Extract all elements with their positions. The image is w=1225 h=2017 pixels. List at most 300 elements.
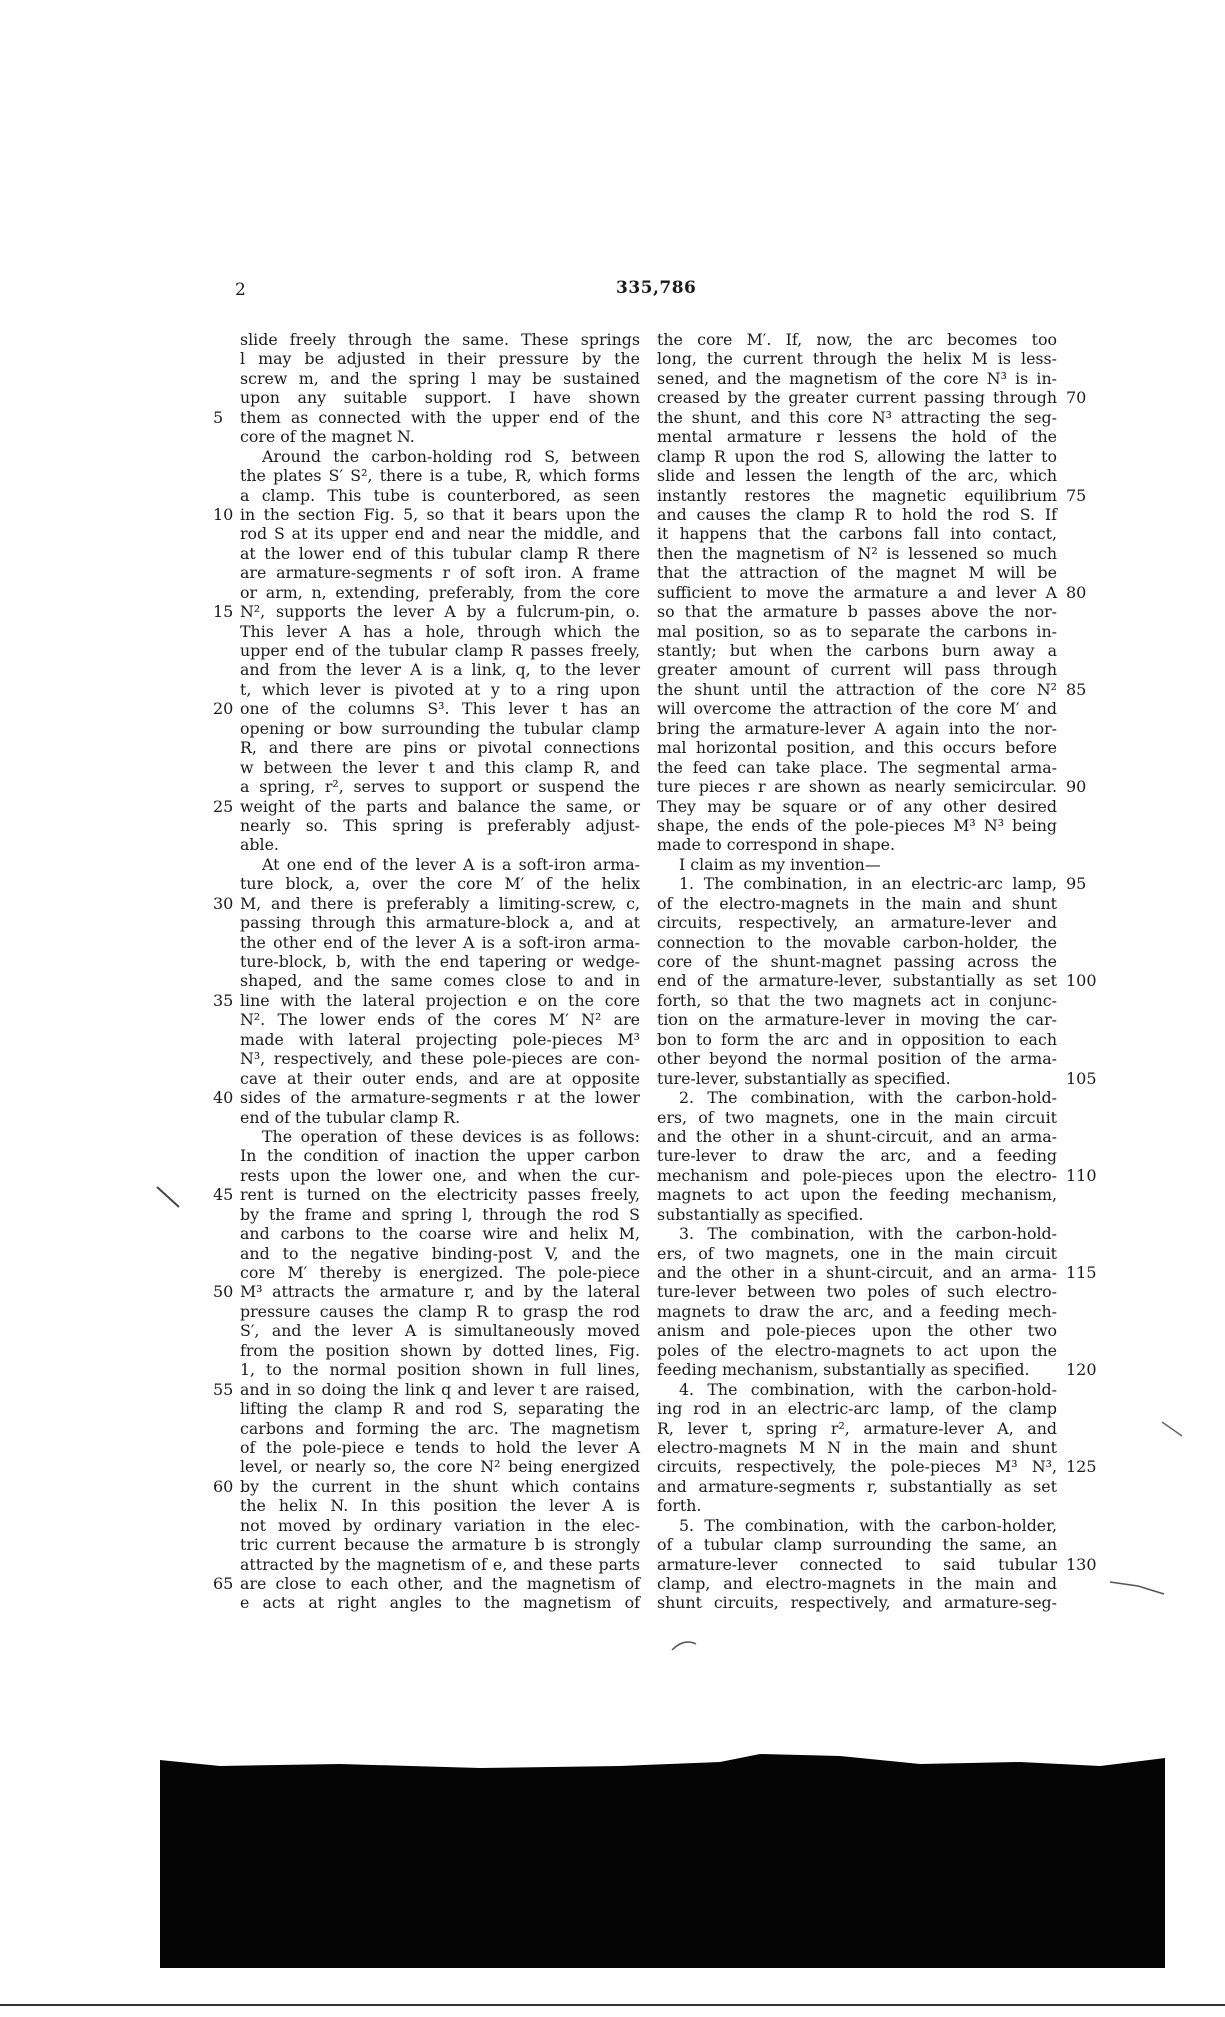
left-column-line-text: e acts at right angles to the magnetism of xyxy=(240,1593,640,1613)
left-column-line-text: the plates S′ S², there is a tube, R, which forms xyxy=(240,466,640,486)
right-column-line xyxy=(657,369,1057,388)
line-number: 60 xyxy=(213,1476,234,1496)
right-column-line-text: of a tubular clamp surrounding the same, an xyxy=(657,1535,1057,1555)
right-column-line-text: and causes the clamp R to hold the rod S. If xyxy=(657,504,1057,524)
left-column-line-text: At one end of the lever A is a soft-iron arma- xyxy=(262,854,640,874)
right-column-line-text: magnets to act upon the feeding mechanism, xyxy=(657,1185,1057,1205)
right-column-line xyxy=(657,1321,1057,1340)
line-number: 115 xyxy=(1066,1263,1097,1282)
right-column-line xyxy=(657,874,1087,894)
left-column-line xyxy=(240,777,640,796)
left-column-line xyxy=(240,388,640,407)
right-column-line xyxy=(657,1341,1057,1360)
right-column-line-text: R, lever t, spring r², armature-lever A, and xyxy=(657,1418,1057,1438)
left-column-line xyxy=(240,1419,640,1438)
right-column-line-text: 3. The combination, with the carbon-hold- xyxy=(679,1224,1057,1244)
scan-mark-right-1 xyxy=(1160,1420,1186,1440)
right-column-line-text: the core M′. If, now, the arc becomes too xyxy=(657,330,1057,349)
right-column-line xyxy=(657,622,1057,641)
right-column-line xyxy=(657,1205,1057,1224)
left-column-line-text: rod S at its upper end and near the middle, and xyxy=(240,524,640,544)
left-column-line-text: l may be adjusted in their pressure by the xyxy=(240,349,640,369)
left-column-line xyxy=(240,466,640,485)
right-column-line-text: ers, of two magnets, one in the main circuit xyxy=(657,1243,1057,1263)
right-column-line xyxy=(657,1457,1097,1477)
left-column-line-text: one of the columns S³. This lever t has an xyxy=(240,699,640,719)
left-column-line-text: core of the magnet N. xyxy=(240,427,415,447)
right-column-line-text: armature-lever connected to said tubular xyxy=(657,1554,1057,1574)
line-number: 5 xyxy=(213,407,224,427)
right-column-line xyxy=(657,1127,1057,1146)
right-column-line-text: bring the armature-lever A again into the nor- xyxy=(657,718,1057,738)
right-column-line xyxy=(657,855,1057,874)
right-column-line-text: clamp R upon the rod S, allowing the latter to xyxy=(657,446,1057,466)
left-column-line-text: weight of the parts and balance the same, or xyxy=(240,796,640,816)
right-column-line-text: mal horizontal position, and this occurs before xyxy=(657,738,1057,758)
right-column-line-text: ture pieces r are shown as nearly semicircular. xyxy=(657,777,1057,797)
right-column-line xyxy=(657,1593,1057,1612)
left-column-line xyxy=(240,913,640,932)
left-column-line xyxy=(240,1205,640,1224)
left-column-line-text: from the position shown by dotted lines, Fig. xyxy=(240,1340,640,1360)
left-column-line-text: shaped, and the same comes close to and in xyxy=(240,971,640,991)
line-number: 20 xyxy=(213,699,234,719)
left-column-line-text: made with lateral projecting pole-pieces M³ xyxy=(240,1029,640,1049)
left-column-line xyxy=(213,1476,640,1496)
left-column-line-text: slide freely through the same. These springs xyxy=(240,330,640,349)
right-column-line xyxy=(657,1554,1097,1574)
left-column-line-text: not moved by ordinary variation in the elec- xyxy=(240,1515,640,1535)
page-number: 2 xyxy=(235,280,246,300)
left-column-line-text: lifting the clamp R and rod S, separating the xyxy=(240,1399,640,1419)
right-column-line xyxy=(657,524,1057,543)
right-column-line xyxy=(657,1516,1057,1535)
left-column-line xyxy=(240,1069,640,1088)
right-column-line-text: sened, and the magnetism of the core N³ is in- xyxy=(657,368,1057,388)
line-number: 90 xyxy=(1066,777,1087,797)
left-column-line-text: pressure causes the clamp R to grasp the rod xyxy=(240,1301,640,1321)
line-number: 70 xyxy=(1066,388,1087,408)
right-column-line-text: sufficient to move the armature a and lever A xyxy=(657,582,1057,602)
left-column-line xyxy=(240,563,640,582)
left-column-line-text: by the frame and spring l, through the rod S xyxy=(240,1204,640,1224)
right-column-line xyxy=(657,1244,1057,1263)
left-column-line xyxy=(240,369,640,388)
right-column-line-text: mechanism and pole-pieces upon the electro- xyxy=(657,1165,1057,1185)
right-column-line xyxy=(657,719,1057,738)
left-column-line-text: opening or bow surrounding the tubular clamp xyxy=(240,718,640,738)
left-column-line xyxy=(240,447,640,466)
right-column-line-text: then the magnetism of N² is lessened so much xyxy=(657,543,1057,563)
right-column-line-text: long, the current through the helix M is less- xyxy=(657,349,1057,369)
left-column-line xyxy=(213,796,640,816)
left-column-line-text: Around the carbon-holding rod S, between xyxy=(262,446,640,466)
left-column-line-text: a spring, r², serves to support or suspend the xyxy=(240,777,640,797)
left-column-line xyxy=(240,874,640,893)
left-column-line-text: This lever A has a hole, through which the xyxy=(240,621,640,641)
right-column-line xyxy=(657,835,1057,854)
right-column-line xyxy=(657,1010,1057,1029)
left-column-line-text: M, and there is preferably a limiting-screw, c, xyxy=(240,893,640,913)
right-column-line xyxy=(657,1399,1057,1418)
left-column-line-text: upper end of the tubular clamp R passes freely, xyxy=(240,641,640,660)
line-number: 15 xyxy=(213,602,234,622)
right-column-line xyxy=(657,971,1097,991)
left-column-line xyxy=(240,1457,640,1476)
left-column-line xyxy=(213,699,640,719)
right-column-line-text: will overcome the attraction of the core M′ and xyxy=(657,699,1057,719)
right-column-line-text: the shunt, and this core N³ attracting the seg- xyxy=(657,407,1057,427)
left-column-line-text: or arm, n, extending, preferably, from the core xyxy=(240,582,640,602)
left-column-line-text: them as connected with the upper end of the xyxy=(240,407,640,427)
line-number: 50 xyxy=(213,1282,234,1302)
right-column-line xyxy=(657,408,1057,427)
right-column-line-text: electro-magnets M N in the main and shunt xyxy=(657,1437,1057,1457)
right-column-line xyxy=(657,641,1057,660)
right-column-line-text: greater amount of current will pass through xyxy=(657,660,1057,680)
right-column xyxy=(657,330,1097,1613)
left-column-line xyxy=(240,1146,640,1165)
right-column-line-text: They may be square or of any other desired xyxy=(657,796,1057,816)
right-column-line xyxy=(657,816,1057,835)
left-column-line xyxy=(240,1302,640,1321)
right-column-line-text: magnets to draw the arc, and a feeding mech- xyxy=(657,1301,1057,1321)
right-column-line xyxy=(657,933,1057,952)
left-column-line xyxy=(240,544,640,563)
right-column-line xyxy=(657,1477,1057,1496)
right-column-line xyxy=(657,1224,1057,1243)
right-column-line-text: shunt circuits, respectively, and armature-seg- xyxy=(657,1593,1057,1613)
left-column-line-text: M³ attracts the armature r, and by the lateral xyxy=(240,1282,640,1302)
left-column-line xyxy=(213,893,640,913)
left-column-line xyxy=(213,1282,640,1302)
left-column-line xyxy=(240,1224,640,1243)
right-column-line-text: 5. The combination, with the carbon-holder, xyxy=(679,1515,1057,1535)
right-column-line xyxy=(657,349,1057,368)
right-column-line xyxy=(657,1574,1057,1593)
left-column-line xyxy=(240,1030,640,1049)
left-column-line xyxy=(240,1399,640,1418)
line-number: 100 xyxy=(1066,971,1097,991)
line-number: 30 xyxy=(213,893,234,913)
right-column-line xyxy=(657,777,1087,797)
right-column-line-text: so that the armature b passes above the nor- xyxy=(657,602,1057,622)
right-column-line xyxy=(657,602,1057,621)
left-column-line xyxy=(240,1555,640,1574)
right-column-line-text: mal position, so as to separate the carbons in- xyxy=(657,621,1057,641)
left-column-line-text: and in so doing the link q and lever t are raised, xyxy=(240,1379,640,1399)
left-column-line xyxy=(240,738,640,757)
left-column-line-text: line with the lateral projection e on the core xyxy=(240,990,640,1010)
left-column-line-text: and from the lever A is a link, q, to the lever xyxy=(240,660,640,680)
right-column-line-text: slide and lessen the length of the arc, which xyxy=(657,466,1057,486)
left-column-line xyxy=(240,1010,640,1029)
line-number: 120 xyxy=(1066,1360,1097,1380)
right-column-line xyxy=(657,758,1057,777)
left-column-line xyxy=(213,1379,640,1399)
right-column-line-text: 1. The combination, in an electric-arc lamp, xyxy=(679,874,1057,894)
right-column-line-text: and armature-segments r, substantially as set xyxy=(657,1476,1057,1496)
line-number: 130 xyxy=(1066,1554,1097,1574)
left-column-line xyxy=(240,641,640,660)
left-column-line xyxy=(240,758,640,777)
right-column-line xyxy=(657,1165,1097,1185)
left-column-line xyxy=(213,1088,640,1108)
right-column-line-text: feeding mechanism, substantially as specified. xyxy=(657,1360,1030,1380)
left-column-line xyxy=(240,1593,640,1612)
right-column-line-text: forth. xyxy=(657,1496,702,1516)
right-column-line-text: shape, the ends of the pole-pieces M³ N³ being xyxy=(657,815,1057,835)
scan-bottom-line xyxy=(0,2004,1225,2006)
left-column-line-text: tric current because the armature b is strongly xyxy=(240,1535,640,1555)
left-column-line-text: and carbons to the coarse wire and helix M, xyxy=(240,1224,640,1244)
right-column-line-text: connection to the movable carbon-holder, the xyxy=(657,932,1057,952)
line-number: 35 xyxy=(213,990,234,1010)
left-column-line-text: cave at their outer ends, and are at opposite xyxy=(240,1068,640,1088)
left-column-line-text: N³, respectively, and these pole-pieces are con- xyxy=(240,1049,640,1069)
right-column-line-text: anism and pole-pieces upon the other two xyxy=(657,1321,1057,1341)
left-column-line-text: at the lower end of this tubular clamp R there xyxy=(240,543,640,563)
left-column-line xyxy=(240,816,640,835)
left-column-line-text: carbons and forming the arc. The magnetism xyxy=(240,1418,640,1438)
right-column-line-text: the shunt until the attraction of the core N² xyxy=(657,679,1057,699)
right-column-line-text: it happens that the carbons fall into contact, xyxy=(657,524,1057,544)
left-column-line-text: upon any suitable support. I have shown xyxy=(240,388,640,408)
left-column-line-text: S′, and the lever A is simultaneously moved xyxy=(240,1321,640,1341)
left-column-line-text: are armature-segments r of soft iron. A frame xyxy=(240,563,640,583)
left-column-line xyxy=(213,1574,640,1593)
left-column-line-text: and to the negative binding-post V, and the xyxy=(240,1243,640,1263)
right-column-line-text: tion on the armature-lever in moving the car- xyxy=(657,1010,1057,1030)
left-column-line xyxy=(240,1438,640,1457)
right-column-line xyxy=(657,1302,1057,1321)
line-number: 105 xyxy=(1066,1068,1097,1088)
right-column-line-text: 4. The combination, with the carbon-hold- xyxy=(679,1379,1057,1399)
right-column-line-text: made to correspond in shape. xyxy=(657,835,896,855)
right-column-line xyxy=(657,330,1057,349)
left-column-line xyxy=(240,660,640,679)
left-column-line-text: are close to each other, and the magnetism of xyxy=(240,1574,640,1593)
left-column-line xyxy=(240,1244,640,1263)
right-column-line xyxy=(657,447,1057,466)
right-column-line xyxy=(657,544,1057,563)
right-column-line-text: circuits, respectively, an armature-lever and xyxy=(657,913,1057,933)
right-column-line xyxy=(657,1263,1097,1282)
line-number: 65 xyxy=(213,1574,234,1593)
left-column-line-text: ture block, a, over the core M′ of the helix xyxy=(240,874,640,894)
left-column-line-text: by the current in the shunt which contains xyxy=(240,1476,640,1496)
right-column-line xyxy=(657,738,1057,757)
right-column-line-text: of the electro-magnets in the main and shunt xyxy=(657,893,1057,913)
left-column-line-text: N², supports the lever A by a fulcrum-pin, o. xyxy=(240,602,640,622)
left-column-line-text: screw m, and the spring l may be sustained xyxy=(240,368,640,388)
right-column-line xyxy=(657,894,1057,913)
right-column-line xyxy=(657,1360,1097,1380)
left-column-line xyxy=(240,1321,640,1340)
line-number: 110 xyxy=(1066,1165,1097,1185)
left-column-line xyxy=(240,486,640,505)
right-column-line-text: mental armature r lessens the hold of the xyxy=(657,427,1057,447)
left-column-line xyxy=(213,407,640,427)
right-column-line xyxy=(657,466,1057,485)
line-number: 75 xyxy=(1066,485,1087,505)
right-column-line xyxy=(657,952,1057,971)
right-column-line xyxy=(657,1380,1057,1399)
right-column-line xyxy=(657,1535,1057,1554)
right-column-line-text: and the other in a shunt-circuit, and an arma- xyxy=(657,1126,1057,1146)
right-column-line-text: ture-lever, substantially as specified. xyxy=(657,1068,951,1088)
right-column-line-text: I claim as my invention— xyxy=(679,854,881,874)
left-column-line xyxy=(240,1496,640,1515)
left-column-line-text: w between the lever t and this clamp R, and xyxy=(240,757,640,777)
left-column-line xyxy=(240,1166,640,1185)
left-column-line-text: of the pole-piece e tends to hold the lever A xyxy=(240,1437,640,1457)
left-column-line xyxy=(240,427,640,446)
right-column-line xyxy=(657,1496,1057,1515)
right-column-line xyxy=(657,1068,1097,1088)
left-column-line-text: in the section Fig. 5, so that it bears upon the xyxy=(240,504,640,524)
right-column-line-text: ture-lever between two poles of such electro- xyxy=(657,1282,1057,1302)
patent-number: 335,786 xyxy=(616,278,697,298)
left-column-line xyxy=(240,1341,640,1360)
left-column-line xyxy=(240,349,640,368)
left-column-line xyxy=(240,1108,640,1127)
left-column xyxy=(213,330,640,1613)
right-column-line xyxy=(657,1049,1057,1068)
left-column-line xyxy=(240,835,640,854)
line-number: 85 xyxy=(1066,679,1087,699)
right-column-line-text: other beyond the normal position of the arma- xyxy=(657,1049,1057,1069)
right-column-line xyxy=(657,1146,1057,1165)
left-column-line xyxy=(240,524,640,543)
left-column-line-text: core M′ thereby is energized. The pole-piece xyxy=(240,1263,640,1282)
left-column-line xyxy=(240,622,640,641)
left-column-line xyxy=(240,719,640,738)
left-column-line-text: passing through this armature-block a, and at xyxy=(240,913,640,933)
right-column-line xyxy=(657,1438,1057,1457)
right-column-line-text: substantially as specified. xyxy=(657,1204,864,1224)
right-column-line xyxy=(657,388,1087,408)
left-column-line xyxy=(240,680,640,699)
left-column-line xyxy=(240,1127,640,1146)
right-column-line xyxy=(657,427,1057,446)
left-column-line-text: t, which lever is pivoted at y to a ring upon xyxy=(240,679,640,699)
scan-mark-right-2 xyxy=(1108,1572,1168,1602)
right-column-line xyxy=(657,563,1057,582)
right-column-line-text: ture-lever to draw the arc, and a feeding xyxy=(657,1146,1057,1166)
left-column-line-text: nearly so. This spring is preferably adjust- xyxy=(240,815,640,835)
left-column-line xyxy=(240,952,640,971)
left-column-line-text: the other end of the lever A is a soft-iron arma- xyxy=(240,932,640,952)
line-number: 25 xyxy=(213,796,234,816)
line-number: 10 xyxy=(213,504,234,524)
left-column-line-text: N². The lower ends of the cores M′ N² are xyxy=(240,1010,640,1030)
left-column-line-text: R, and there are pins or pivotal connections xyxy=(240,738,640,758)
left-column-line xyxy=(213,602,640,622)
left-column-line-text: a clamp. This tube is counterbored, as seen xyxy=(240,485,640,505)
left-column-line xyxy=(240,1360,640,1379)
left-column-line-text: ture-block, b, with the end tapering or wedge- xyxy=(240,952,640,971)
right-column-line xyxy=(657,913,1057,932)
left-column-line-text: 1, to the normal position shown in full lines, xyxy=(240,1360,640,1380)
right-column-line xyxy=(657,660,1057,679)
left-column-line xyxy=(213,990,640,1010)
left-column-line-text: end of the tubular clamp R. xyxy=(240,1107,461,1127)
left-column-line-text: able. xyxy=(240,835,279,855)
right-column-line xyxy=(657,1419,1057,1438)
right-column-line xyxy=(657,699,1057,718)
right-column-line-text: and the other in a shunt-circuit, and an arma- xyxy=(657,1263,1057,1282)
line-number: 125 xyxy=(1066,1457,1097,1477)
left-column-line-text: The operation of these devices is as follows: xyxy=(262,1126,640,1146)
right-column-line xyxy=(657,1282,1057,1301)
left-column-line xyxy=(240,933,640,952)
right-column-line xyxy=(657,582,1087,602)
left-column-line xyxy=(240,1516,640,1535)
right-column-line-text: bon to form the arc and in opposition to each xyxy=(657,1029,1057,1049)
right-column-line xyxy=(657,797,1057,816)
line-number: 40 xyxy=(213,1088,234,1108)
line-number: 80 xyxy=(1066,582,1087,602)
right-column-line-text: that the attraction of the magnet M will be xyxy=(657,563,1057,583)
line-number: 45 xyxy=(213,1185,234,1205)
left-column-line xyxy=(240,330,640,349)
left-column-line-text: level, or nearly so, the core N² being energized xyxy=(240,1457,640,1477)
right-column-line xyxy=(657,505,1057,524)
right-column-line xyxy=(657,991,1057,1010)
right-column-line-text: core of the shunt-magnet passing across the xyxy=(657,952,1057,971)
right-column-line-text: ing rod in an electric-arc lamp, of the clamp xyxy=(657,1399,1057,1419)
left-column-line-text: sides of the armature-segments r at the lower xyxy=(240,1088,640,1108)
right-column-line xyxy=(657,1185,1057,1204)
right-column-line xyxy=(657,1030,1057,1049)
line-number: 95 xyxy=(1066,874,1087,894)
left-column-line-text: rent is turned on the electricity passes freely, xyxy=(240,1185,640,1205)
left-column-line xyxy=(213,1185,640,1205)
left-column-line xyxy=(240,855,640,874)
left-column-line xyxy=(240,583,640,602)
left-column-line xyxy=(240,1535,640,1554)
left-column-line xyxy=(240,1263,640,1282)
right-column-line-text: poles of the electro-magnets to act upon the xyxy=(657,1340,1057,1360)
right-column-line-text: circuits, respectively, the pole-pieces M³ N³, xyxy=(657,1457,1057,1477)
right-column-line xyxy=(657,485,1087,505)
left-column-line xyxy=(213,504,640,524)
right-column-line-text: forth, so that the two magnets act in conjunc- xyxy=(657,990,1057,1010)
left-column-line-text: attracted by the magnetism of e, and these parts xyxy=(240,1554,640,1574)
scan-black-bar xyxy=(160,1768,1165,1968)
right-column-line-text: instantly restores the magnetic equilibrium xyxy=(657,485,1057,505)
right-column-line xyxy=(657,1108,1057,1127)
left-column-line xyxy=(240,971,640,990)
right-column-line-text: stantly; but when the carbons burn away a xyxy=(657,641,1057,660)
left-column-line xyxy=(240,1049,640,1068)
right-column-line-text: ers, of two magnets, one in the main circuit xyxy=(657,1107,1057,1127)
left-column-line-text: the helix N. In this position the lever A is xyxy=(240,1496,640,1516)
scan-mark-left xyxy=(155,1185,183,1211)
right-column-line-text: clamp, and electro-magnets in the main and xyxy=(657,1574,1057,1593)
right-column-line xyxy=(657,1088,1057,1107)
right-column-line-text: end of the armature-lever, substantially as set xyxy=(657,971,1057,991)
scan-mark-bottom xyxy=(670,1636,710,1656)
left-column-line-text: rests upon the lower one, and when the cur- xyxy=(240,1165,640,1185)
right-column-line-text: creased by the greater current passing through xyxy=(657,388,1057,408)
right-column-line-text: the feed can take place. The segmental arma- xyxy=(657,757,1057,777)
left-column-line-text: In the condition of inaction the upper carbon xyxy=(240,1146,640,1166)
line-number: 55 xyxy=(213,1379,234,1399)
right-column-line xyxy=(657,679,1087,699)
right-column-line-text: 2. The combination, with the carbon-hold- xyxy=(679,1088,1057,1108)
